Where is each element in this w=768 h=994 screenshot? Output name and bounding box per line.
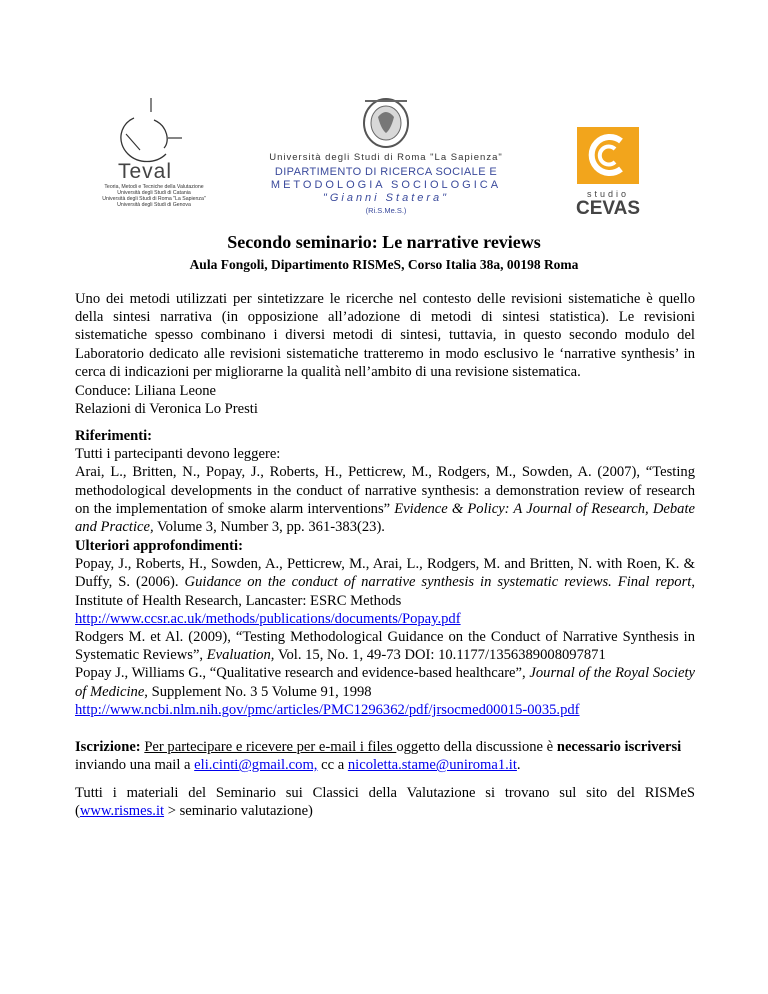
university-name: Università degli Studi di Roma "La Sapienza" bbox=[269, 152, 503, 163]
popay-pdf-link[interactable]: http://www.ccsr.ac.uk/methods/publications/documents/Popay.pdf bbox=[75, 610, 461, 627]
registration-text: inviando una mail a bbox=[75, 757, 191, 774]
teval-wordmark: Teval bbox=[118, 160, 173, 183]
conduce-line: Conduce: Liliana Leone bbox=[75, 383, 217, 399]
registration-line1 bbox=[75, 738, 695, 756]
teval-emblem-icon bbox=[106, 98, 206, 168]
references-lead: Tutti i partecipanti devono leggere: bbox=[75, 446, 281, 463]
intro-paragraph: Uno dei metodi utilizzati per sintetizzare le ricerche nel contesto delle revisioni sistematiche è quello della sintesi narrativa (in opposizione all’adozione di metodi di sintesi statistica). Le revisioni sistematiche spesso combinano i diversi metodi di sintesi, tuttavia, in questo secondo modulo del Laboratorio dedicato alle revisioni sistematiche tratteremo in modo esclusivo le ‘narrative synthesis’ in cerca di indicazioni per migliorarne la qualità nell’ambito di una revisione sistematica. bbox=[75, 291, 695, 380]
further-reading-item bbox=[75, 664, 695, 700]
registration-text: oggetto della discussione è bbox=[396, 739, 554, 755]
registration-text: . bbox=[516, 757, 521, 774]
registration-section bbox=[75, 738, 695, 774]
cevas-name: CEVAS bbox=[575, 198, 641, 219]
reference-details: Volume 3, Number 3, pp. 361-383(23). bbox=[157, 519, 385, 536]
registration-text: cc a bbox=[321, 757, 345, 774]
registration-underlined-text: Per partecipare e ricevere per e-mail i files bbox=[144, 739, 397, 755]
references-section bbox=[75, 427, 695, 536]
registration-line2 bbox=[75, 756, 695, 774]
page-title: Secondo seminario: Le narrative reviews bbox=[227, 232, 541, 252]
materials-section bbox=[75, 784, 695, 820]
email-link-stame[interactable]: nicoletta.stame@uniroma1.it bbox=[347, 757, 517, 774]
reference-details: , Institute of Health Research, Lancaster: ESRC Methods bbox=[75, 574, 695, 609]
further-reading-item bbox=[75, 628, 695, 664]
reference-journal: Evidence & Policy: A Journal of Research, Debate and Practice, bbox=[75, 500, 695, 536]
rismes-site-link[interactable]: www.rismes.it bbox=[79, 803, 165, 820]
teval-logo bbox=[84, 98, 234, 216]
department-acronym: (Ri.S.Me.S.) bbox=[365, 206, 407, 215]
reference-text: Arai, L., Britten, N., Popay, J., Roberts, H., Petticrew, M., Rodgers, M., Sowden, A. (2007), “Testing methodological developments in the conduct of narrative synthesis: a demonstration review of research on the implementation of smoke alarm interventions” bbox=[75, 464, 695, 517]
registration-label: Iscrizione: bbox=[75, 739, 141, 755]
materials-paragraph bbox=[75, 784, 695, 820]
materials-text: Tutti i materiali del Seminario sui Classici della Valutazione si trovano sul sito del RISMeS bbox=[75, 785, 695, 801]
reference-details: , Supplement No. 3 5 Volume 91, 1998 bbox=[144, 683, 372, 700]
teval-caption-line: Teoria, Metodi e Tecniche della Valutazione bbox=[104, 184, 204, 190]
relazioni-line: Relazioni di Veronica Lo Presti bbox=[75, 401, 258, 418]
teval-caption-line: Università degli Studi di Catania bbox=[117, 190, 191, 196]
sapienza-crest-icon bbox=[351, 97, 421, 149]
reference-journal: Journal of the Royal Society of Medicine bbox=[75, 665, 695, 700]
further-reading-section bbox=[75, 537, 695, 719]
page-subtitle: Aula Fongoli, Dipartimento RISMeS, Corso Italia 38a, 00198 Roma bbox=[189, 257, 579, 272]
cevas-logo bbox=[575, 127, 641, 217]
teval-caption-line: Università degli Studi di Genova bbox=[117, 202, 191, 208]
department-name-line3: "Gianni Statera" bbox=[322, 192, 450, 204]
further-reading-item bbox=[75, 555, 695, 610]
further-reading-heading: Ulteriori approfondimenti: bbox=[75, 538, 243, 554]
materials-text: > seminario valutazione) bbox=[167, 803, 313, 820]
cevas-c-icon bbox=[577, 127, 639, 184]
reference-text: Rodgers M. et Al. (2009), “Testing Methodological Guidance on the Conduct of Narrative Synthesis in Systematic Reviews”, bbox=[75, 629, 695, 664]
speakers-section bbox=[75, 382, 695, 418]
email-link-cinti[interactable]: eli.cinti@gmail.com, bbox=[194, 757, 318, 774]
teval-caption-line: Università degli Studi di Roma "La Sapienza" bbox=[102, 196, 206, 202]
department-name-line1: DIPARTIMENTO DI RICERCA SOCIALE E bbox=[274, 166, 498, 178]
references-heading: Riferimenti: bbox=[75, 428, 152, 444]
registration-required-text: necessario iscriversi bbox=[556, 739, 682, 755]
cevas-studio-label: studio bbox=[586, 189, 630, 199]
reference-journal: Evaluation, bbox=[206, 647, 275, 664]
sapienza-department-logo bbox=[256, 95, 516, 215]
reference-authors: Popay, J., Roberts, H., Sowden, A., Petticrew, M., Arai, L., Rodgers, M. and Britten, N. with Roen, K. & Duffy, S. (2006). bbox=[75, 556, 695, 591]
reference-item bbox=[75, 463, 695, 536]
teval-caption bbox=[84, 184, 224, 208]
ncbi-pdf-link[interactable]: http://www.ncbi.nlm.nih.gov/pmc/articles/PMC1296362/pdf/jrsocmed00015-0035.pdf bbox=[75, 701, 580, 718]
department-name-line2: METODOLOGIA SOCIOLOGICA bbox=[270, 179, 502, 191]
materials-text: ( bbox=[75, 803, 80, 820]
cevas-logo-mark bbox=[577, 127, 639, 184]
reference-title: Guidance on the conduct of narrative synthesis in systematic reviews. Final report bbox=[184, 574, 692, 591]
reference-details: Vol. 15, No. 1, 49-73 DOI: 10.1177/1356389008097871 bbox=[277, 647, 606, 664]
reference-text: Popay J., Williams G., “Qualitative research and evidence-based healthcare”, bbox=[75, 665, 526, 682]
